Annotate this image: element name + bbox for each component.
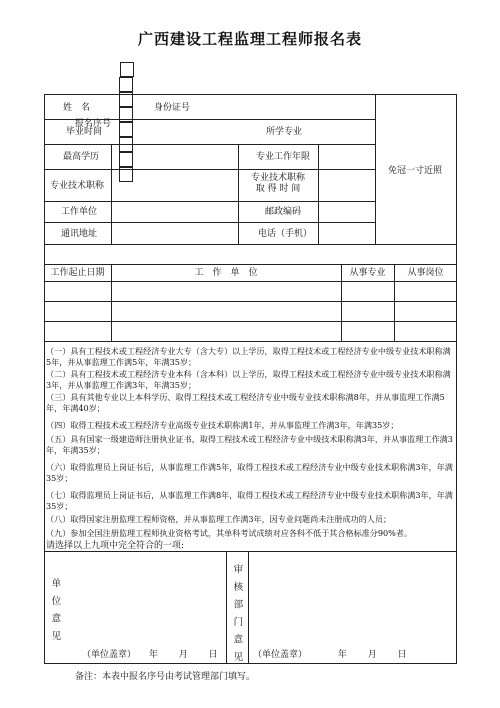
work-years-label: 专业工作年限 [256,152,311,162]
condition-1: （一）具有工程技术或工程经济专业大专（含大专）以上学历，取得工程技术或工程经济专业中级专业技术职称满5年，并从事监理工作满5年，年满35岁； [46,346,451,367]
condition-8: （八）取得国家注册监理工程师资格，并从事监理工作满3年，因专业问题尚未注册成功的人员； [46,514,392,524]
work-major-header: 从事专业 [349,268,386,278]
row-divider [44,222,375,223]
condition-6: （六）取得监理员上岗证书后，从事监理工作满5年，取得工程技术或工程经济专业中级专业技术职称满3年，年满35岁； [46,462,453,483]
review-seal-line[interactable] [253,650,407,661]
row-divider [44,119,375,120]
unit-opinion-label: 单位意见 [49,578,61,648]
postcode-label: 邮政编码 [265,207,302,217]
column-divider [226,551,227,664]
work-period-header: 工作起止日期 [50,268,105,278]
condition-5: （五）具有国家一级建造师注册执业证书，取得工程技术或工程经济专业中级技术职称满3年，并从事监理工作满3年，年满35岁； [46,434,453,455]
unit-month-label: 月 [178,650,188,660]
row-divider [44,169,375,170]
footnote: 备注：本表中报名序号由考试管理部门填写。 [75,672,256,682]
review-opinion-label: 审核部门意见 [231,564,243,669]
row-divider [44,201,375,202]
photo-label: 免冠一寸近照 [387,165,442,176]
row-divider [44,341,457,342]
work-position-header: 从事岗位 [407,268,444,278]
unit-seal-line[interactable] [82,650,218,661]
row-divider [44,321,457,322]
row-divider [44,144,375,145]
review-day-label: 日 [397,650,407,660]
unit-year-label: 年 [148,650,158,660]
row-divider [44,281,457,282]
review-month-label: 月 [367,650,377,660]
form-title: 广西建设工程监理工程师报名表 [137,30,362,48]
graduation-time-label: 毕业时间 [66,127,103,137]
photo-area[interactable] [376,96,454,242]
review-seal-label: （单位盖章） [253,650,308,660]
tech-title-date-label: 专业技术职称 取 得 时 间 [250,173,305,194]
choose-prompt: 请选择以上九项中完全符合的一项: [46,541,185,551]
education-label: 最高学历 [63,152,100,162]
column-divider [248,551,249,664]
phone-label: 电话（手机） [258,229,313,239]
condition-9: （九）参加全国注册监理工程师执业资格考试，其单科考试成绩对应各科不低于其合格标准分90%者。 [46,528,413,538]
condition-3: （三）具有其他专业以上本科学历、取得工程技术或工程经济专业中级专业技术职称满8年，并从事监理工作满5年，年满40岁； [46,392,445,413]
condition-4: （四）取得工程技术或工程经济专业高级专业技术职称满1年，并从事监理工作满3年，年满35岁； [46,420,399,430]
condition-7: （七）取得监理员上岗证书后，从事监理工作满8年，取得工程技术或工程经济专业中级专业技术职称满3年，年满35岁； [46,490,453,511]
id-number-label: 身份证号 [154,103,191,113]
column-divider [111,144,112,244]
registration-digit-box[interactable] [119,77,133,92]
unit-day-label: 日 [208,650,218,660]
major-label: 所学专业 [266,127,303,137]
column-divider [318,144,319,244]
condition-2: （二）具有工程技术或工程经济专业本科（含本科）以上学历，取得工程技术或工程经济专业中级专业技术职称满3年，并从事监理工作满3年，年满35岁； [46,369,451,390]
employer-label: 工作单位 [61,207,98,217]
tech-title-label: 专业技术职称 [50,181,105,191]
address-label: 通讯地址 [61,229,98,239]
unit-seal-label: （单位盖章） [82,650,137,660]
review-year-label: 年 [337,650,347,660]
row-divider [44,244,457,245]
registration-digit-box[interactable] [120,62,134,77]
row-divider [44,301,457,302]
work-unit-header: 工 作 单 位 [194,268,258,278]
row-divider [44,264,457,265]
registration-number-label: 报名序号 [75,118,112,129]
name-label: 姓 名 [63,103,91,113]
